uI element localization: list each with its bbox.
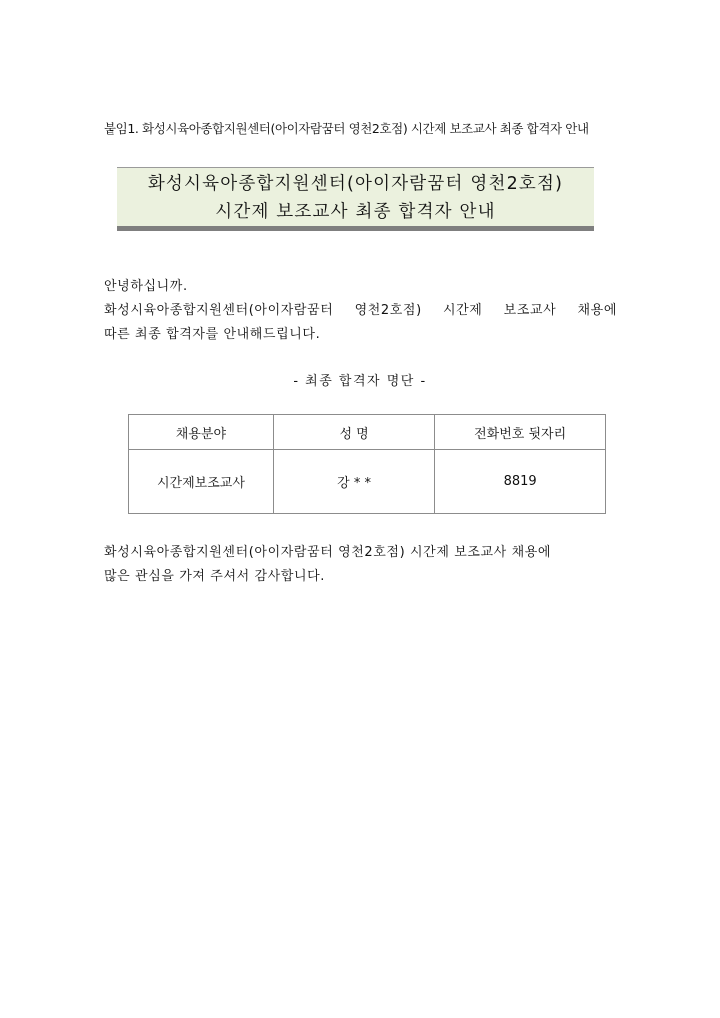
header-field: 채용분야 [129,415,274,450]
closing-paragraph [104,541,551,589]
cell-phone-suffix: 8819 [435,450,606,514]
header-name: 성 명 [273,415,434,450]
intro-line-3: 따른 최종 합격자를 안내해드립니다. [104,327,321,342]
table-header-row [129,415,606,450]
header-phone-suffix: 전화번호 뒷자리 [435,415,606,450]
title-line-1: 화성시육아종합지원센터(아이자람꿈터 영천2호점) [147,174,564,194]
list-title: - 최종 합격자 명단 - [293,374,427,389]
intro-line-2: 화성시육아종합지원센터(아이자람꿈터 영천2호점) 시간제 보조교사 채용에 [104,303,617,318]
table-row [129,450,606,514]
cell-name: 강 * * [273,450,434,514]
greeting-line: 안녕하십니까. [104,279,188,294]
closing-line-1: 화성시육아종합지원센터(아이자람꿈터 영천2호점) 시간제 보조교사 채용에 [104,545,552,560]
title-box [117,167,594,231]
attachment-title: 붙임1. 화성시육아종합지원센터(아이자람꿈터 영천2호점) 시간제 보조교사 최종 합격자 안내 [104,121,589,136]
intro-paragraph [104,275,617,347]
title-line-2: 시간제 보조교사 최종 합격자 안내 [215,202,496,222]
cell-field: 시간제보조교사 [129,450,274,514]
result-table [128,414,606,514]
closing-line-2: 많은 관심을 가져 주셔서 감사합니다. [104,569,326,584]
